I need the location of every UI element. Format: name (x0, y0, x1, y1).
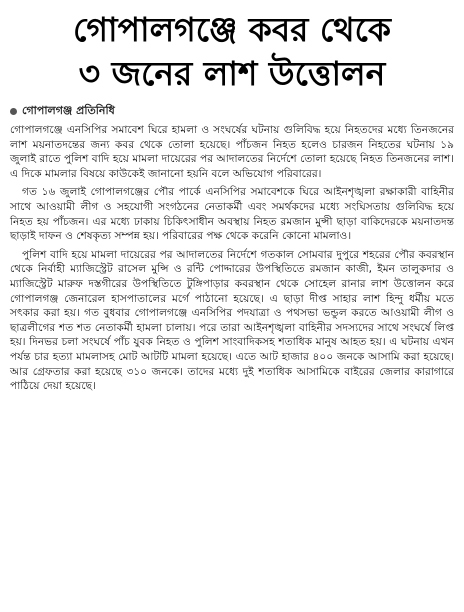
headline-line-2: ৩ জনের লাশ উত্তোলন (78, 54, 386, 93)
byline (10, 102, 454, 120)
paragraph-1: গোপালগঞ্জে এনসিপির সমাবেশ ঘিরে হামলা ও সংঘর্ষের ঘটনায় গুলিবিদ্ধ হয়ে নিহতদের মধ্যে তিনজনের লাশ ময়নাতদন্তের জন্য কবর থেকে তোলা হয়েছে। পাঁচজন নিহত হলেও চারজন নিহতের ঘটনায় ১৯ জুলাই রাতে পুলিশ বাদি হয়ে মামলা দায়েরের পর আদালতের নির্দেশে তোলা হয়েছে নিহত তিনজনের লাশ। এ দিকে মামলার বিষয়ে কাউকেই জানানো হয়নি বলে অভিযোগ পরিবারের। (10, 124, 454, 180)
paragraph-2: গত ১৬ জুলাই গোপালগঞ্জের পৌর পার্কে এনসিপির সমাবেশকে ঘিরে আইনশৃঙ্খলা রক্ষাকারী বাহিনীর সাথে আওয়ামী লীগ ও সহযোগী সংগঠনের নেতাকর্মী এবং সমর্থকদের মধ্যে সংঘিসতায় গুলিবিদ্ধ হয়ে নিহত হয় পাঁচজন। এর মধ্যে ঢাকায় চিকিৎসাধীন অবস্থায় নিহত রমজান মুন্সী ছাড়া বাকিদেরকে ময়নাতদন্ত ছাড়াই দাফন ও শেষকৃত্য সম্পন্ন হয়। পরিবারের পক্ষ থেকে করেনি কোনো মামলাও। (10, 186, 454, 243)
paragraph-3: পুলিশ বাদি হয়ে মামলা দায়েরের পর আদালতের নির্দেশে গতকাল সোমবার দুপুরে শহরের পৌর কবরস্থান থেকে নির্বাহী ম্যাজিস্ট্রেট রাসেল মুন্সি ও রন্টি পোদ্দারের উপস্থিতিতে রমজান কাজী, ইমন তালুকদার ও ম্যাজিস্ট্রেট মারুফ দস্তগীরের উপস্থিতিতে টুঙ্গিপাড়ার কবরস্থান থেকে সোহেল রানার লাশ উত্তোলন করে গোপালগঞ্জ জেনারেল হাসপাতালের মর্গে পাঠানো হয়েছে। এ ছাড়া দীপ্ত সাহার লাশ হিন্দু ধর্মীয় মতে সৎকার করা হয়। গত বুধবার গোপালগঞ্জে এনসিপির পদযাত্রা ও পথসভা ভন্ডুল করতে আওয়ামী লীগ ও ছাত্রলীগের শত শত নেতাকর্মী হামলা চালায়। পরে তারা আইনশৃঙ্খলা বাহিনীর সদস্যদের সাথে সংঘর্ষে লিপ্ত হয়। দিনভর চলা সংঘর্ষে পাঁচ যুবক নিহত ও পুলিশ সাংবাদিকসহ শতাধিক মানুষ আহত হয়। এ ঘটনায় এখন পর্যন্ত চার হত্যা মামলাসহ মোট আটটি মামলা হয়েছে। এতে আট হাজার ৪০০ জনকে আসামি করা হয়েছে। আর গ্রেফতার করা হয়েছে ৩১০ জনকে। তাদের মধ্যে দুই শতাধিক আসামিকে বাইরের জেলার কারাগারে পাঠিয়ে দেয়া হয়েছে। (10, 248, 454, 393)
article-body (10, 123, 454, 394)
byline-text: গোপালগঞ্জ প্রতিনিধি (22, 103, 115, 117)
headline (10, 8, 454, 96)
bullet-icon (10, 108, 17, 115)
headline-line-1: গোপালগঞ্জে কবর থেকে (73, 10, 391, 49)
